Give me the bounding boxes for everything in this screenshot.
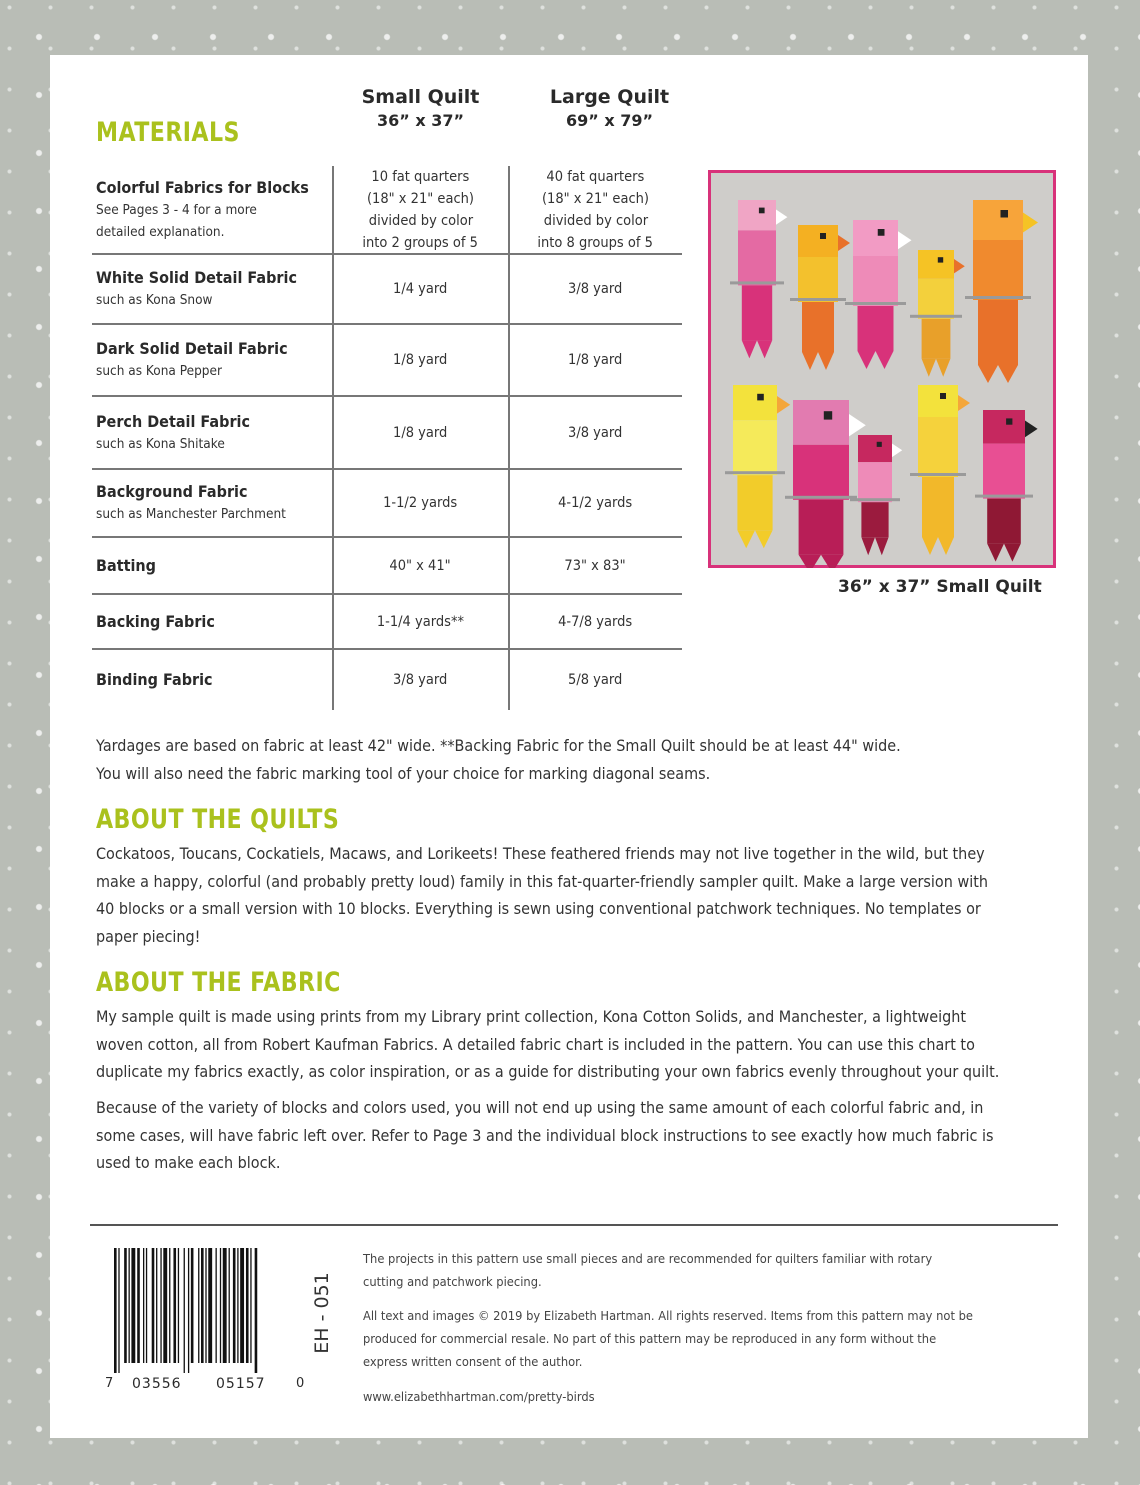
barcode-digit-first: 7 [105,1376,114,1391]
materials-row [92,537,682,594]
material-note: such as Kona Pepper [96,363,222,379]
small-amount-line: 1/8 yard [393,424,448,441]
skill-note-line: The projects in this pattern use small pieces and are recommended for quilters familiar with rotary [363,1251,933,1266]
small-amount-line: divided by color [368,213,473,229]
small-amount-line: 40" x 41" [389,557,452,574]
small-quilt-amount [333,324,508,396]
skill-note-line: cutting and patchwork piecing. [363,1274,542,1289]
yardage-notes [96,732,1056,787]
material-note: See Pages 3 - 4 for a more [96,202,257,218]
copyright-line: produced for commercial resale. No part of this pattern may be reproduced in any form without the [363,1331,937,1346]
website-link[interactable]: www.elizabethhartman.com/pretty-birds [363,1389,595,1404]
material-name: Batting [96,555,156,575]
about-fabric-para-1 [96,1003,1056,1086]
copyright-line: express written consent of the author. [363,1354,583,1369]
small-quilt-amount [333,594,508,649]
small-quilt-photo [708,170,1056,568]
material-note: such as Manchester Parchment [96,506,286,522]
small-quilt-amount [333,537,508,594]
barcode-icon [110,1248,310,1373]
material-label [96,166,332,254]
small-quilt-amount [333,469,508,537]
material-name: Binding Fabric [96,669,213,689]
material-name: Dark Solid Detail Fabric [96,339,288,358]
small-amount-line: into 2 groups of 5 [362,235,479,251]
large-amount-line: 3/8 yard [568,281,623,297]
large-quilt-amount [509,649,682,710]
large-amount-line: 5/8 yard [568,671,623,688]
small-quilt-header [333,85,508,133]
large-quilt-amount [509,166,682,254]
small-quilt-amount [333,254,508,324]
small-amount-line: 1/8 yard [393,352,448,368]
small-quilt-amount [333,396,508,469]
large-amount-line: 3/8 yard [568,424,623,441]
material-label [96,254,332,324]
barcode-digit-last: 0 [296,1376,305,1391]
material-name: Backing Fabric [96,611,215,631]
large-quilt-amount [509,469,682,537]
about-quilts-heading: ABOUT THE QUILTS [96,804,340,835]
materials-row [92,166,682,254]
large-quilt-amount [509,537,682,594]
small-amount-line: 10 fat quarters [371,169,470,185]
large-quilt-header [522,85,697,133]
copyright-note [363,1304,1053,1373]
marking-tool-note-line: You will also need the fabric marking tool of your choice for marking diagonal seams. [96,763,711,783]
large-quilt-amount [509,396,682,469]
sku-label: EH - 051 [311,1272,333,1354]
about-quilts-line: Cockatoos, Toucans, Cockatiels, Macaws, and Lorikeets! These feathered friends may not live together in the wild, but they [96,844,985,863]
material-note: such as Kona Shitake [96,435,225,452]
large-quilt-amount [509,324,682,396]
quilt-caption: 36” x 37” Small Quilt [838,577,1042,597]
footer-divider [90,1224,1058,1226]
material-name: Perch Detail Fabric [96,411,251,431]
barcode-digits-right: 05157 [216,1376,266,1392]
materials-row [92,469,682,537]
large-amount-line: 73" x 83" [564,557,627,574]
large-quilt-size: 69” x 79” [565,111,654,130]
materials-row [92,649,682,710]
about-fabric-line: Because of the variety of blocks and colors used, you will not end up using the same amount of each colorful fabric and, in [96,1098,984,1117]
small-quilt-amount [333,649,508,710]
about-fabric-line: woven cotton, all from Robert Kaufman Fabrics. A detailed fabric chart is included in the pattern. You can use this chart to [96,1034,975,1054]
about-fabric-para-2 [96,1094,1056,1177]
material-name: Colorful Fabrics for Blocks [96,178,309,197]
small-quilt-title: Small Quilt [361,86,480,108]
small-amount-line: 1-1/4 yards** [376,613,465,630]
materials-row [92,594,682,649]
material-note: detailed explanation. [96,224,225,240]
about-fabric-line: duplicate my fabrics exactly, as color inspiration, or as a guide for distributing your own fabrics evenly throughout your quilt. [96,1062,1000,1081]
about-quilts-line: make a happy, colorful (and probably pretty loud) family in this fat-quarter-friendly sampler quilt. Make a large version with [96,871,988,891]
material-label [96,649,332,710]
material-note: such as Kona Snow [96,292,213,308]
materials-row [92,324,682,396]
column-divider [508,166,510,710]
website-link-wrapper [363,1385,1053,1408]
about-fabric-line: used to make each block. [96,1153,281,1172]
large-quilt-amount [509,594,682,649]
large-amount-line: divided by color [543,213,648,229]
skill-note [363,1247,1053,1293]
material-name: White Solid Detail Fabric [96,268,297,287]
pattern-back-cover [50,55,1088,1438]
about-quilts-text [96,840,1056,950]
large-amount-line: 40 fat quarters [546,169,645,185]
large-quilt-title: Large Quilt [549,86,670,108]
small-amount-line: (18" x 21" each) [366,191,475,207]
small-amount-line: 1/4 yard [393,281,448,297]
small-amount-line: 1-1/2 yards [383,495,458,511]
material-label [96,396,332,469]
materials-row [92,254,682,324]
large-amount-line: 4-1/2 yards [558,495,633,511]
large-amount-line: into 8 groups of 5 [537,235,654,251]
copyright-line: All text and images © 2019 by Elizabeth Hartman. All rights reserved. Items from this pattern may not be [363,1308,974,1323]
large-amount-line: 4-7/8 yards [558,613,633,630]
column-divider [332,166,334,710]
small-quilt-amount [333,166,508,254]
small-amount-line: 3/8 yard [393,671,448,688]
about-quilts-line: paper piecing! [96,926,201,946]
large-amount-line: 1/8 yard [568,352,623,368]
about-fabric-line: some cases, will have fabric left over. Refer to Page 3 and the individual block instructions to see exactly how much fabric is [96,1125,994,1145]
material-label [96,469,332,537]
materials-row [92,396,682,469]
about-quilts-line: 40 blocks or a small version with 10 blocks. Everything is sewn using conventional patchwork techniques. No templates or [96,899,981,918]
barcode-digits-left: 03556 [132,1376,182,1392]
large-quilt-amount [509,254,682,324]
about-fabric-heading: ABOUT THE FABRIC [96,967,341,998]
material-label [96,594,332,649]
yardage-note-line: Yardages are based on fabric at least 42" wide. **Backing Fabric for the Small Quilt should be at least 44" wide. [96,736,901,755]
material-label [96,324,332,396]
materials-heading: MATERIALS [96,117,240,148]
material-name: Background Fabric [96,482,248,501]
large-amount-line: (18" x 21" each) [541,191,650,207]
material-label [96,537,332,594]
about-fabric-line: My sample quilt is made using prints from my Library print collection, Kona Cotton Solids, and Manchester, a lightweight [96,1007,967,1026]
small-quilt-size: 36” x 37” [376,111,465,130]
